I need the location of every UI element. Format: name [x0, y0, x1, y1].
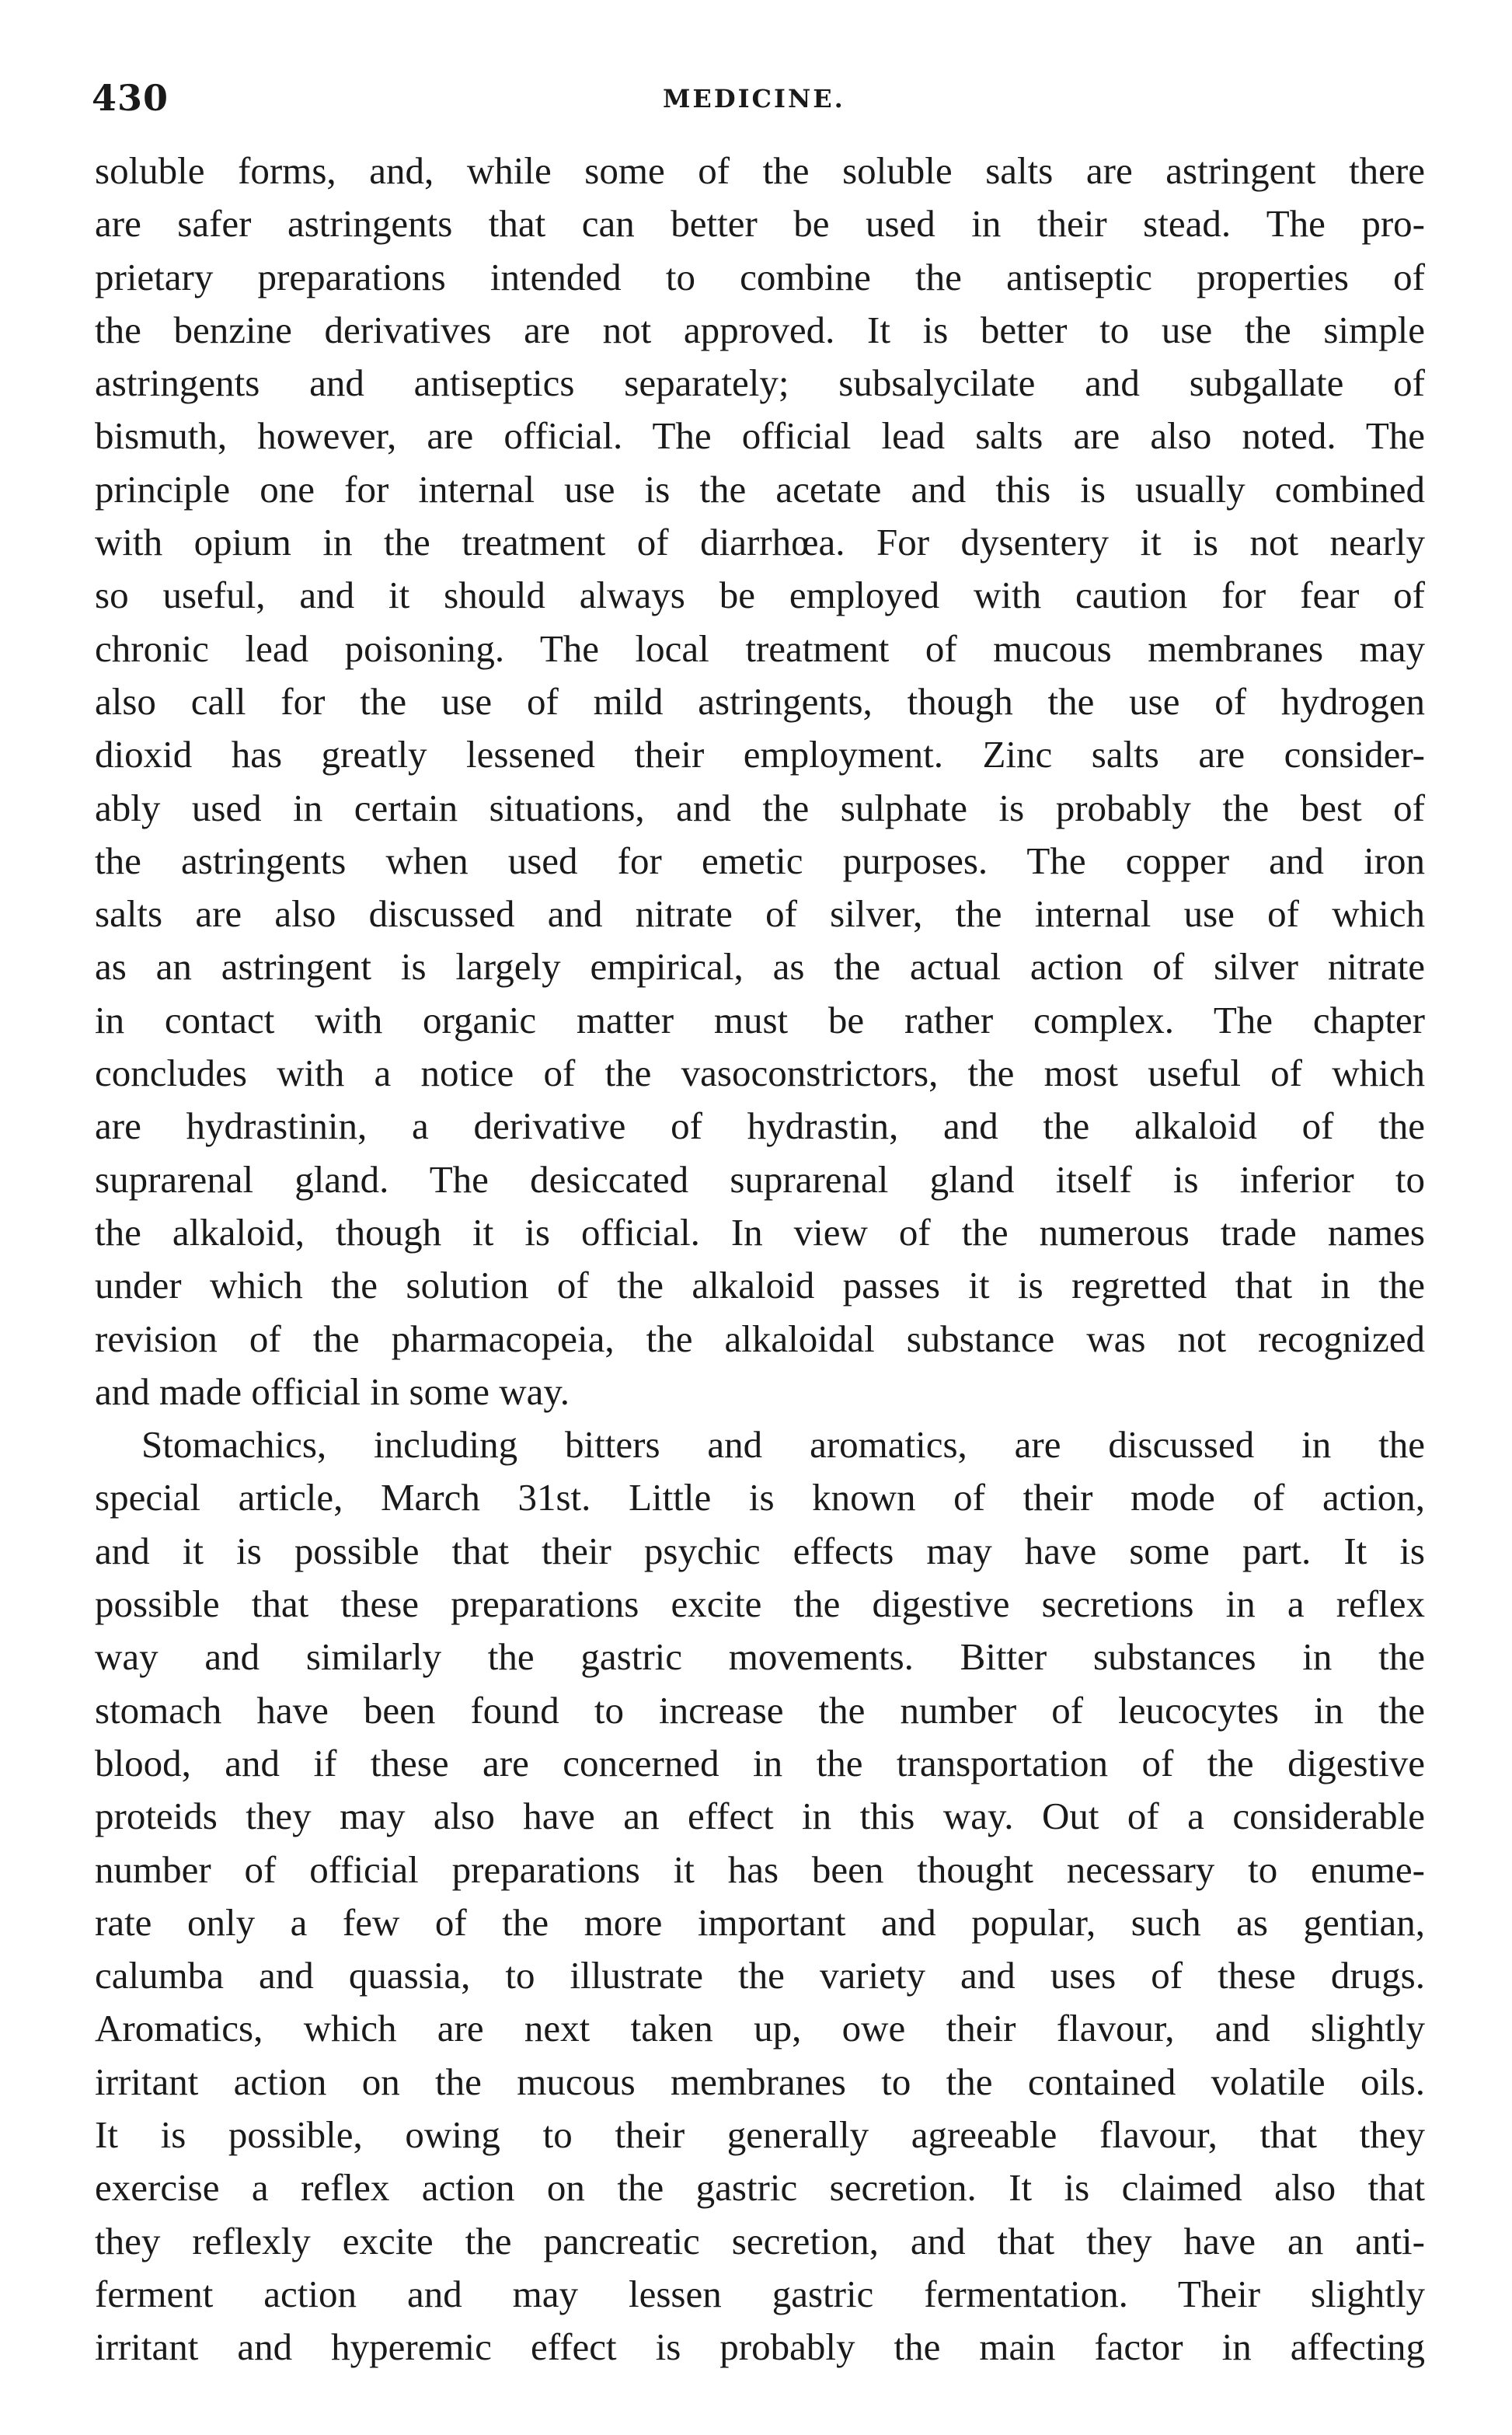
- text-line: way and similarly the gastric movements. Bitter substances in the: [95, 1635, 1425, 1679]
- text-line: the benzine derivatives are not approved. It is better to use the simple: [95, 308, 1425, 351]
- text-line: suprarenal gland. The desiccated suprarenal gland itself is inferior to: [95, 1157, 1425, 1201]
- text-line: are safer astringents that can better be used in their stead. The pro-: [95, 202, 1425, 246]
- text-line: rate only a few of the more important and popular, such as gentian,: [95, 1900, 1425, 1944]
- text-line: calumba and quassia, to illustrate the variety and uses of these drugs.: [95, 1954, 1425, 1997]
- text-line: also call for the use of mild astringents, though the use of hydrogen: [95, 679, 1425, 723]
- text-line: revision of the pharmacopeia, the alkaloidal substance was not recognized: [95, 1317, 1425, 1360]
- body-text: [95, 145, 1425, 2374]
- text-line: concludes with a notice of the vasoconstrictors, the most useful of which: [95, 1052, 1425, 1095]
- text-line: astringents and antiseptics separately; subsalycilate and subgallate of: [95, 361, 1425, 405]
- text-line: ferment action and may lessen gastric fermentation. Their slightly: [95, 2272, 1425, 2315]
- text-line: with opium in the treatment of diarrhœa. For dysentery it is not nearly: [95, 521, 1425, 564]
- text-line: possible that these preparations excite the digestive secretions in a reflex: [95, 1582, 1425, 1626]
- running-head: [92, 75, 1444, 121]
- text-line: bismuth, however, are official. The official lead salts are also noted. The: [95, 414, 1425, 458]
- text-line: irritant action on the mucous membranes to the contained volatile oils.: [95, 2060, 1425, 2103]
- text-line: salts are also discussed and nitrate of silver, the internal use of which: [95, 892, 1425, 936]
- text-line: are hydrastinin, a derivative of hydrastin, and the alkaloid of the: [95, 1104, 1425, 1148]
- text-line: principle one for internal use is the acetate and this is usually combined: [95, 467, 1425, 511]
- text-line: stomach have been found to increase the number of leucocytes in the: [95, 1688, 1425, 1732]
- text-line: special article, March 31st. Little is known of their mode of action,: [95, 1476, 1425, 1519]
- paragraph-astringents: [95, 145, 1425, 1418]
- text-line: Stomachics, including bitters and aromatics, are discussed in the: [141, 1423, 1425, 1467]
- text-line: and it is possible that their psychic effects may have some part. It is: [95, 1529, 1425, 1572]
- text-line: soluble forms, and, while some of the soluble salts are astringent there: [95, 149, 1425, 192]
- page-number: 430: [92, 77, 169, 119]
- text-line: in contact with organic matter must be rather complex. The chapter: [95, 998, 1425, 1041]
- text-line: dioxid has greatly lessened their employment. Zinc salts are consider-: [95, 733, 1425, 776]
- text-line: the alkaloid, though it is official. In view of the numerous trade names: [95, 1210, 1425, 1254]
- text-line: irritant and hyperemic effect is probably the main factor in affecting: [95, 2325, 1425, 2369]
- text-line: and made official in some way.: [95, 1369, 570, 1413]
- text-line: chronic lead poisoning. The local treatment of mucous membranes may: [95, 626, 1425, 670]
- running-title: MEDICINE.: [663, 84, 845, 113]
- text-line: under which the solution of the alkaloid passes it is regretted that in the: [95, 1264, 1425, 1307]
- paragraph-stomachics: [95, 1418, 1425, 2374]
- text-line: exercise a reflex action on the gastric secretion. It is claimed also that: [95, 2166, 1425, 2210]
- text-line: as an astringent is largely empirical, as the actual action of silver nitrate: [95, 945, 1425, 989]
- text-line: blood, and if these are concerned in the transportation of the digestive: [95, 1741, 1425, 1784]
- text-line: they reflexly excite the pancreatic secretion, and that they have an anti-: [95, 2219, 1425, 2262]
- text-line: ably used in certain situations, and the sulphate is probably the best of: [95, 786, 1425, 829]
- text-line: proteids they may also have an effect in this way. Out of a considerable: [95, 1795, 1425, 1838]
- text-line: so useful, and it should always be employed with caution for fear of: [95, 574, 1425, 617]
- text-line: It is possible, owing to their generally agreeable flavour, that they: [95, 2112, 1425, 2156]
- text-line: the astringents when used for emetic purposes. The copper and iron: [95, 839, 1425, 882]
- text-line: Aromatics, which are next taken up, owe their flavour, and slightly: [95, 2007, 1425, 2050]
- text-line: prietary preparations intended to combine the antiseptic properties of: [95, 255, 1425, 298]
- text-line: number of official preparations it has been thought necessary to enume-: [95, 1847, 1425, 1891]
